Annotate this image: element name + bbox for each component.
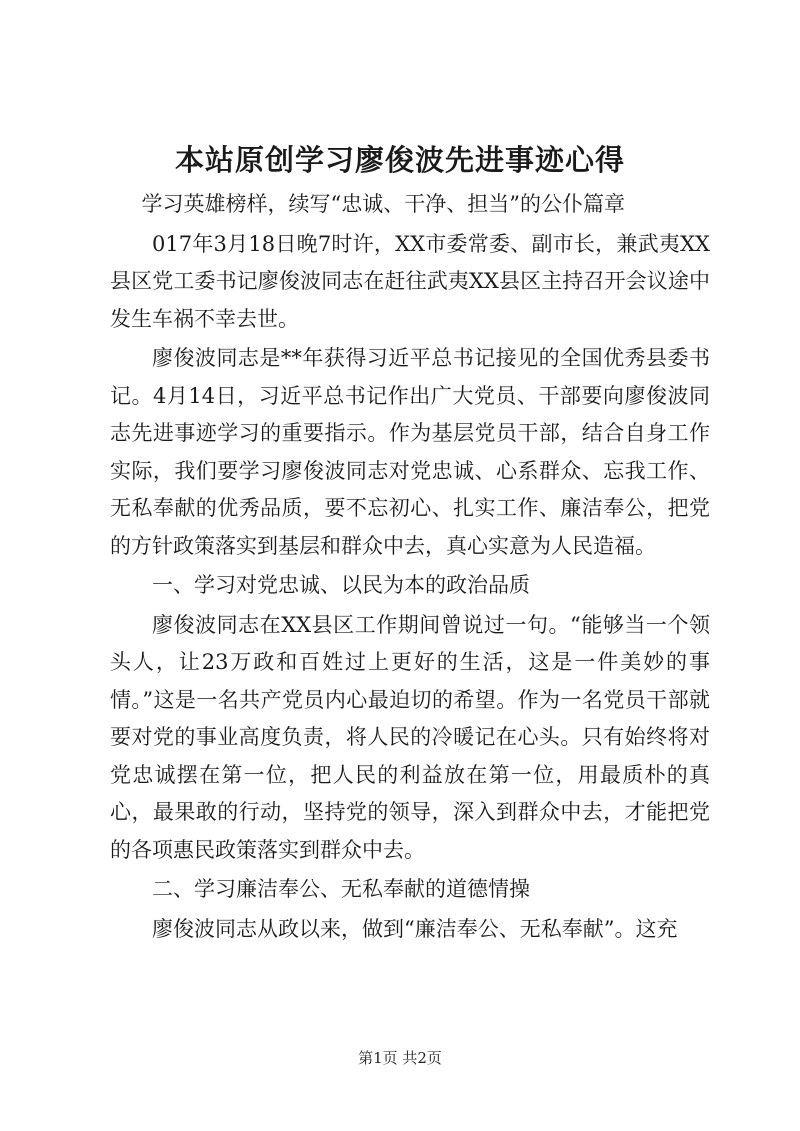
paragraph: 廖俊波同志在XX县区工作期间曾说过一句。“能够当一个领头人，让23万政和百姓过上更好的生活，这是一件美妙的事情。”这是一名共产党员内心最迫切的希望。作为一名党员干部就要对党的事业高度负责，将人民的冷暖记在心头。只有始终将对党忠诚摆在第一位，把人民的利益放在第一位，用最质朴的真心，最果敢的行动，坚持党的领导，深入到群众中去，才能把党的各项惠民政策落实到群众中去。 bbox=[110, 612, 710, 862]
subtitle-paragraph: 学习英雄榜样，续写“忠诚、干净、担当”的公仆篇章 bbox=[141, 192, 625, 216]
page-title: 本站原创学习廖俊波先进事迹心得 bbox=[174, 143, 625, 177]
document-body bbox=[110, 186, 710, 950]
paragraph: 廖俊波同志是**年获得习近平总书记接见的全国优秀县委书记。4月14日，习近平总书记作出广大党员、干部要向廖俊波同志先进事迹学习的重要指示。作为基层党员干部，结合自身工作实际，我们要学习廖俊波同志对党忠诚、心系群众、忘我工作、无私奉献的优秀品质，要不忘初心、扎实工作、廉洁奉公，把党的方针政策落实到基层和群众中去，真心实意为人民造福。 bbox=[110, 346, 710, 558]
page-footer: 第1页 共2页 bbox=[358, 1049, 442, 1067]
section-heading: 一、学习对党忠诚、以民为本的政治品质 bbox=[152, 573, 530, 597]
section-heading: 二、学习廉洁奉公、无私奉献的道德情操 bbox=[152, 877, 530, 901]
paragraph: 017年3月18日晚7时许，XX市委常委、副市长，兼武夷XX县区党工委书记廖俊波同志在赶往武夷XX县区主持召开会议途中发生车祸不幸去世。 bbox=[110, 231, 710, 331]
paragraph: 廖俊波同志从政以来，做到“廉洁奉公、无私奉献”。这充 bbox=[152, 916, 678, 941]
